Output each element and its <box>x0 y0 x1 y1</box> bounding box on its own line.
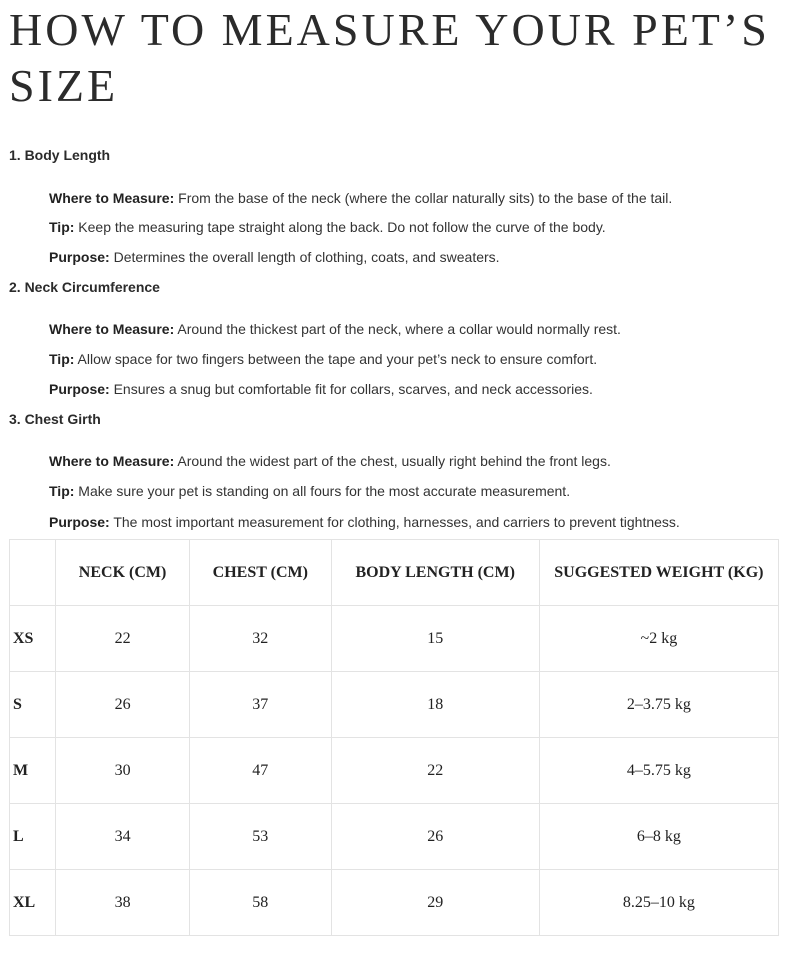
where-label: Where to Measure: <box>49 321 175 337</box>
tip-text: Make sure your pet is standing on all fours for the most accurate measurement. <box>74 483 571 499</box>
chest-cell: 47 <box>189 738 331 804</box>
table-header-row <box>10 540 779 606</box>
neck-purpose <box>49 380 593 398</box>
purpose-text: Ensures a snug but comfortable fit for collars, scarves, and neck accessories. <box>109 381 593 397</box>
neck-tip <box>49 350 597 368</box>
tip-label: Tip: <box>49 351 75 367</box>
body-length-cell: 26 <box>331 804 539 870</box>
table-row <box>10 672 779 738</box>
weight-cell: ~2 kg <box>539 606 778 672</box>
size-cell: XS <box>10 606 56 672</box>
weight-cell: 6–8 kg <box>539 804 778 870</box>
chest-cell: 32 <box>189 606 331 672</box>
table-row <box>10 738 779 804</box>
purpose-text: The most important measurement for clothing, harnesses, and carriers to prevent tightness. <box>109 514 680 530</box>
tip-text: Allow space for two fingers between the tape and your pet’s neck to ensure comfort. <box>74 351 598 367</box>
header-chest: CHEST (CM) <box>189 540 331 606</box>
chest-cell: 53 <box>189 804 331 870</box>
where-text: Around the widest part of the chest, usually right behind the front legs. <box>174 453 611 469</box>
header-size <box>10 540 56 606</box>
size-cell: S <box>10 672 56 738</box>
purpose-label: Purpose: <box>49 381 110 397</box>
purpose-text: Determines the overall length of clothing, coats, and sweaters. <box>109 249 500 265</box>
section-heading-body-length: 1. Body Length <box>9 147 111 163</box>
tip-label: Tip: <box>49 219 75 235</box>
table-row <box>10 870 779 936</box>
size-cell: L <box>10 804 56 870</box>
weight-cell: 4–5.75 kg <box>539 738 778 804</box>
header-body-length: BODY LENGTH (CM) <box>331 540 539 606</box>
chest-cell: 58 <box>189 870 331 936</box>
where-text: From the base of the neck (where the collar naturally sits) to the base of the tail. <box>174 190 673 206</box>
section-heading-neck-circumference: 2. Neck Circumference <box>9 279 160 295</box>
weight-cell: 8.25–10 kg <box>539 870 778 936</box>
neck-cell: 22 <box>56 606 190 672</box>
chest-cell: 37 <box>189 672 331 738</box>
neck-where <box>49 320 621 338</box>
chest-where <box>49 452 611 470</box>
neck-cell: 34 <box>56 804 190 870</box>
header-suggested-weight: SUGGESTED WEIGHT (KG) <box>539 540 778 606</box>
weight-cell: 2–3.75 kg <box>539 672 778 738</box>
purpose-label: Purpose: <box>49 249 110 265</box>
where-label: Where to Measure: <box>49 190 175 206</box>
body-length-tip <box>49 218 606 236</box>
size-cell: XL <box>10 870 56 936</box>
where-text: Around the thickest part of the neck, where a collar would normally rest. <box>174 321 621 337</box>
chest-purpose <box>49 513 680 531</box>
tip-label: Tip: <box>49 483 75 499</box>
size-chart-table <box>9 539 779 936</box>
where-label: Where to Measure: <box>49 453 175 469</box>
body-length-cell: 18 <box>331 672 539 738</box>
body-length-where <box>49 189 672 207</box>
tip-text: Keep the measuring tape straight along the back. Do not follow the curve of the body. <box>74 219 606 235</box>
table-row <box>10 804 779 870</box>
body-length-cell: 15 <box>331 606 539 672</box>
page-title: HOW TO MEASURE YOUR PET’S SIZE <box>9 4 770 111</box>
header-neck: NECK (CM) <box>56 540 190 606</box>
body-length-cell: 22 <box>331 738 539 804</box>
section-heading-chest-girth: 3. Chest Girth <box>9 411 101 427</box>
purpose-label: Purpose: <box>49 514 110 530</box>
body-length-purpose <box>49 248 500 266</box>
table-row <box>10 606 779 672</box>
neck-cell: 38 <box>56 870 190 936</box>
neck-cell: 30 <box>56 738 190 804</box>
body-length-cell: 29 <box>331 870 539 936</box>
size-cell: M <box>10 738 56 804</box>
neck-cell: 26 <box>56 672 190 738</box>
chest-tip <box>49 482 570 500</box>
